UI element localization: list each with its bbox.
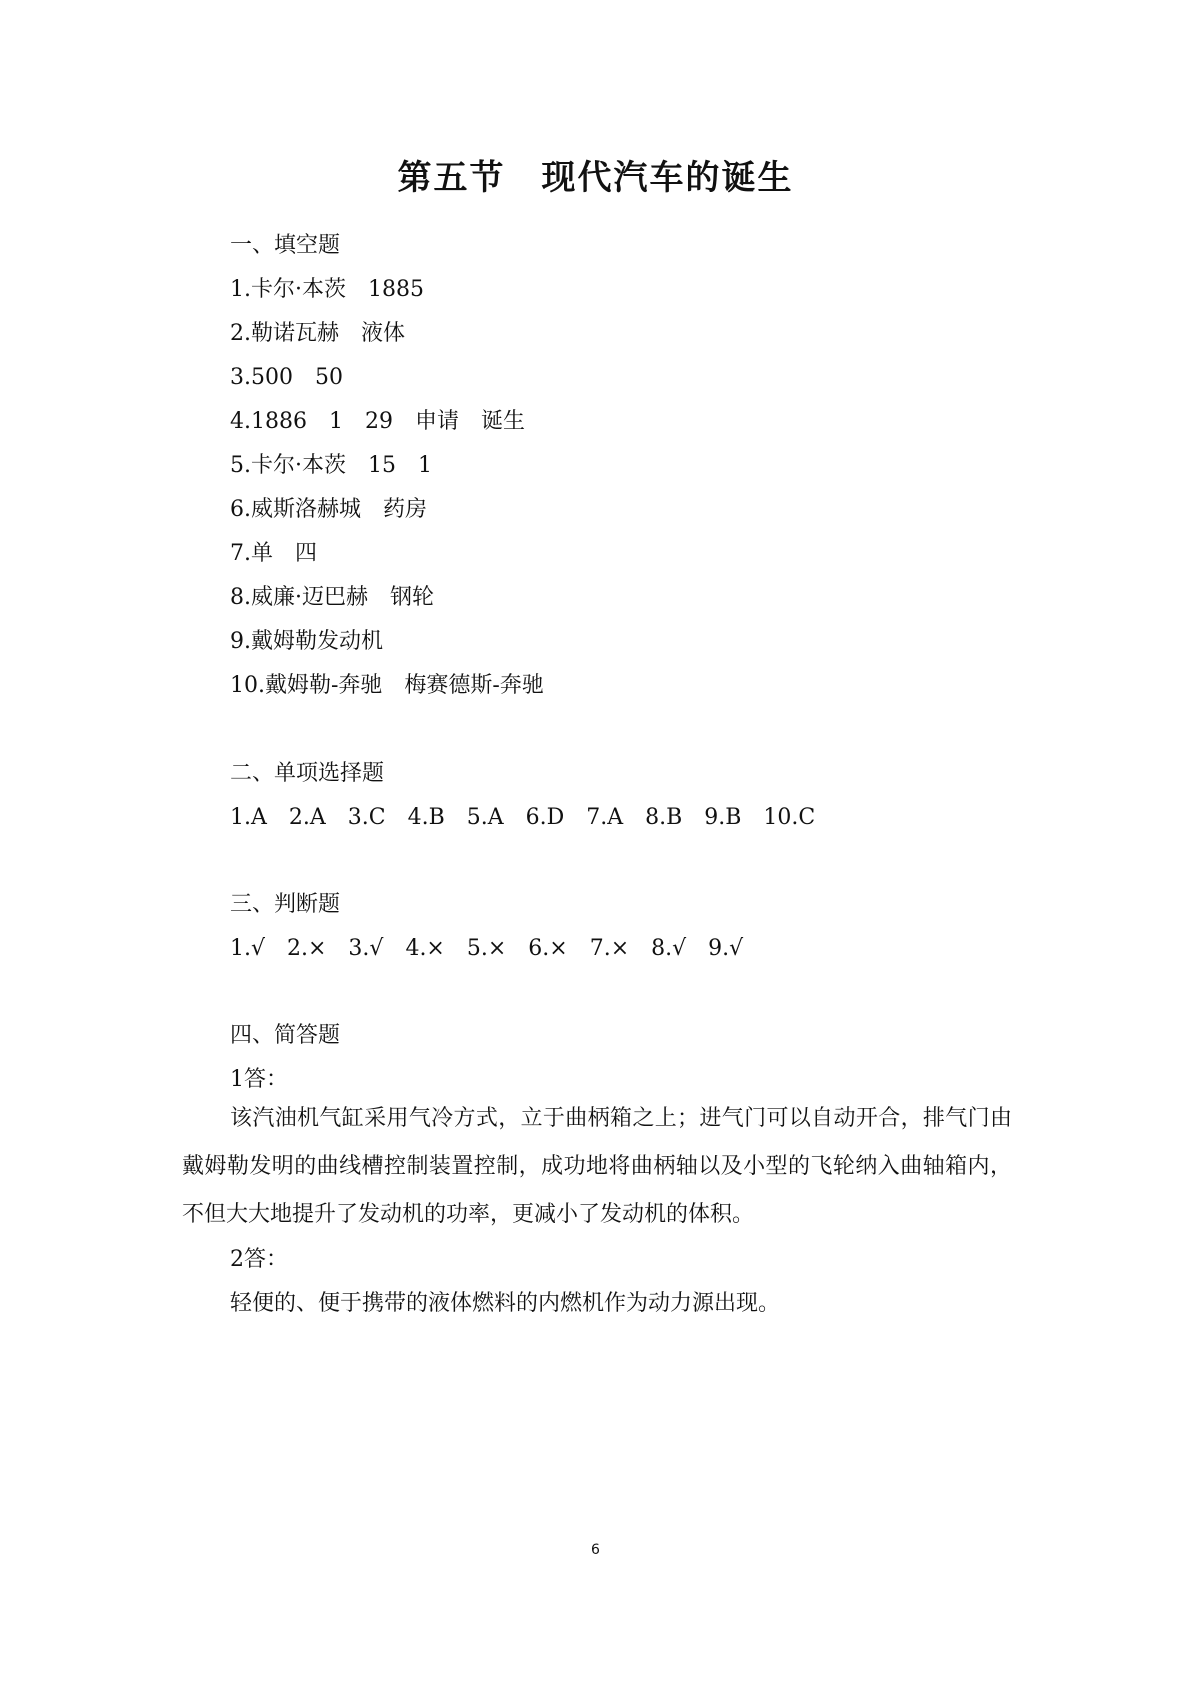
section-heading-true-false: 三、判断题 [230, 892, 341, 917]
single-choice-answers: 1.A 2.A 3.C 4.B 5.A 6.D 7.A 8.B 9.B 10.C [230, 805, 816, 830]
fill-blank-item: 5.卡尔·本茨 15 1 [230, 453, 432, 478]
page-number: 6 [591, 1542, 600, 1558]
fill-blank-item: 8.威廉·迈巴赫 钢轮 [230, 585, 434, 610]
fill-blank-item: 4.1886 1 29 申请 诞生 [230, 409, 525, 434]
fill-blank-item: 2.勒诺瓦赫 液体 [230, 321, 405, 346]
fill-blank-item: 7.单 四 [230, 541, 317, 566]
section-heading-short-answer: 四、简答题 [230, 1023, 341, 1048]
fill-blank-item: 9.戴姆勒发动机 [230, 629, 383, 654]
answer-1-label: 1答： [230, 1067, 288, 1092]
fill-blank-item: 3.500 50 [230, 365, 343, 390]
answer-2-text: 轻便的、便于携带的液体燃料的内燃机作为动力源出现。 [230, 1291, 781, 1316]
fill-blank-item: 10.戴姆勒-奔驰 梅赛德斯-奔驰 [230, 673, 544, 698]
section-heading-fill-blank: 一、填空题 [230, 233, 341, 258]
true-false-answers: 1.√ 2.× 3.√ 4.× 5.× 6.× 7.× 8.√ 9.√ [230, 936, 744, 961]
answer-1-text: 该汽油机气缸采用气冷方式，立于曲柄箱之上；进气门可以自动开合，排气门由戴姆勒发明的曲线槽控制装置控制，成功地将曲柄轴以及小型的飞轮纳入曲轴箱内，不但大大地提升了发动机的功率，更减小了发动机的体积。 [182, 1106, 1012, 1227]
fill-blank-item: 1.卡尔·本茨 1885 [230, 277, 424, 302]
answer-2-label: 2答： [230, 1247, 288, 1272]
fill-blank-item: 6.威斯洛赫城 药房 [230, 497, 427, 522]
section-heading-single-choice: 二、单项选择题 [230, 761, 385, 786]
page-title: 第五节 现代汽车的诞生 [397, 158, 794, 198]
